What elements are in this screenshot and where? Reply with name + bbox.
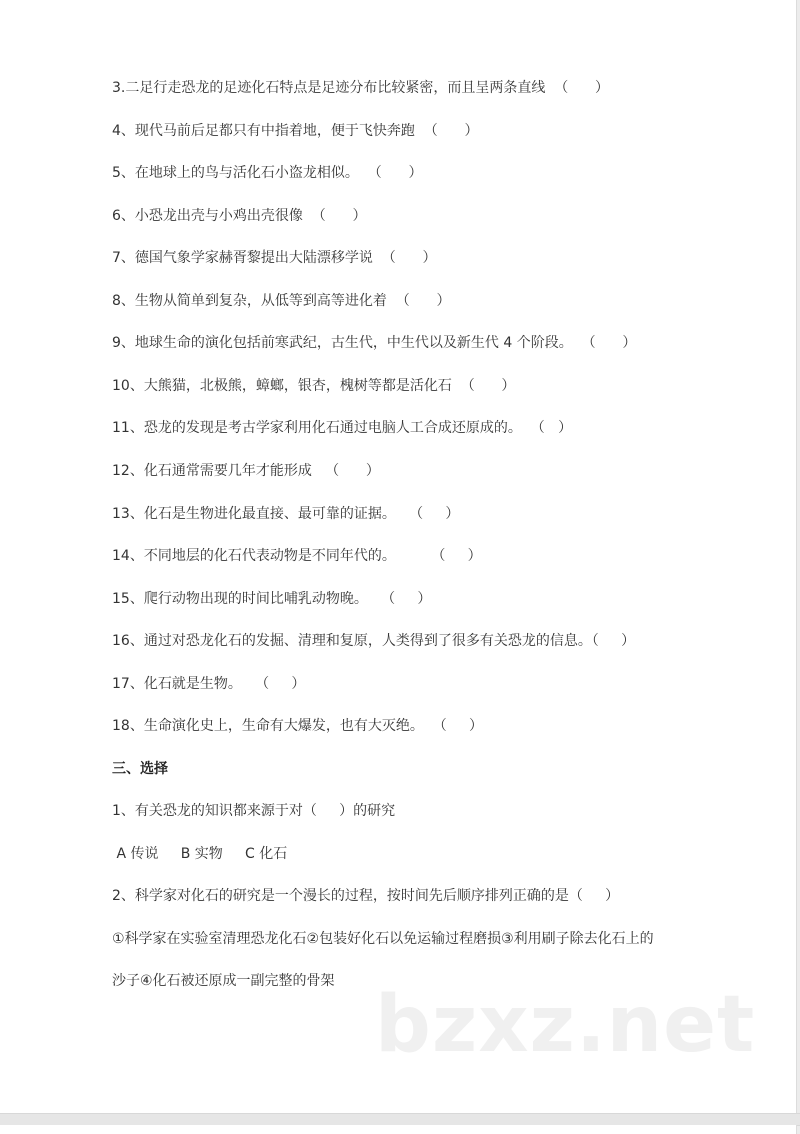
question-14: 14、不同地层的化石代表动物是不同年代的。 （ ） bbox=[112, 548, 482, 564]
question-7: 7、德国气象学家赫胥黎提出大陆漂移学说 （ ） bbox=[112, 250, 437, 266]
choice-question-1: 1、有关恐龙的知识都来源于对（ ）的研究 bbox=[112, 803, 396, 819]
question-4: 4、现代马前后足都只有中指着地，便于飞快奔跑 （ ） bbox=[112, 123, 479, 139]
watermark: bzxz.net bbox=[375, 980, 756, 1070]
question-9: 9、地球生命的演化包括前寒武纪，古生代，中生代以及新生代 4 个阶段。 （ ） bbox=[112, 335, 637, 351]
question-15: 15、爬行动物出现的时间比哺乳动物晚。 （ ） bbox=[112, 591, 432, 607]
question-11: 11、恐龙的发现是考古学家利用化石通过电脑人工合成还原成的。 （ ） bbox=[112, 420, 573, 436]
question-6: 6、小恐龙出壳与小鸡出壳很像 （ ） bbox=[112, 208, 367, 224]
question-3: 3.二足行走恐龙的足迹化石特点是足迹分布比较紧密，而且呈两条直线 （ ） bbox=[112, 80, 609, 96]
choice-options-1: A 传说 B 实物 C 化石 bbox=[112, 846, 288, 862]
question-16: 16、通过对恐龙化石的发掘、清理和复原，人类得到了很多有关恐龙的信息。（ ） bbox=[112, 633, 636, 649]
choice-question-2: 2、科学家对化石的研究是一个漫长的过程，按时间先后顺序排列正确的是（ ） bbox=[112, 888, 620, 904]
question-5: 5、在地球上的鸟与活化石小盗龙相似。 （ ） bbox=[112, 165, 423, 181]
section-heading-choice: 三、选择 bbox=[112, 761, 168, 777]
choice-steps-line-2: 沙子④化石被还原成一副完整的骨架 bbox=[112, 973, 335, 989]
question-17: 17、化石就是生物。 （ ） bbox=[112, 676, 306, 692]
question-13: 13、化石是生物进化最直接、最可靠的证据。 （ ） bbox=[112, 506, 460, 522]
question-12: 12、化石通常需要几年才能形成 （ ） bbox=[112, 463, 380, 479]
question-8: 8、生物从简单到复杂，从低等到高等进化着 （ ） bbox=[112, 293, 451, 309]
question-18: 18、生命演化史上，生命有大爆发，也有大灭绝。 （ ） bbox=[112, 718, 483, 734]
question-10: 10、大熊猫，北极熊，蟑螂，银杏，槐树等都是活化石 （ ） bbox=[112, 378, 516, 394]
next-page-edge bbox=[0, 1125, 797, 1134]
choice-steps-line-1: ①科学家在实验室清理恐龙化石②包装好化石以免运输过程磨损③利用刷子除去化石上的 bbox=[112, 931, 654, 947]
